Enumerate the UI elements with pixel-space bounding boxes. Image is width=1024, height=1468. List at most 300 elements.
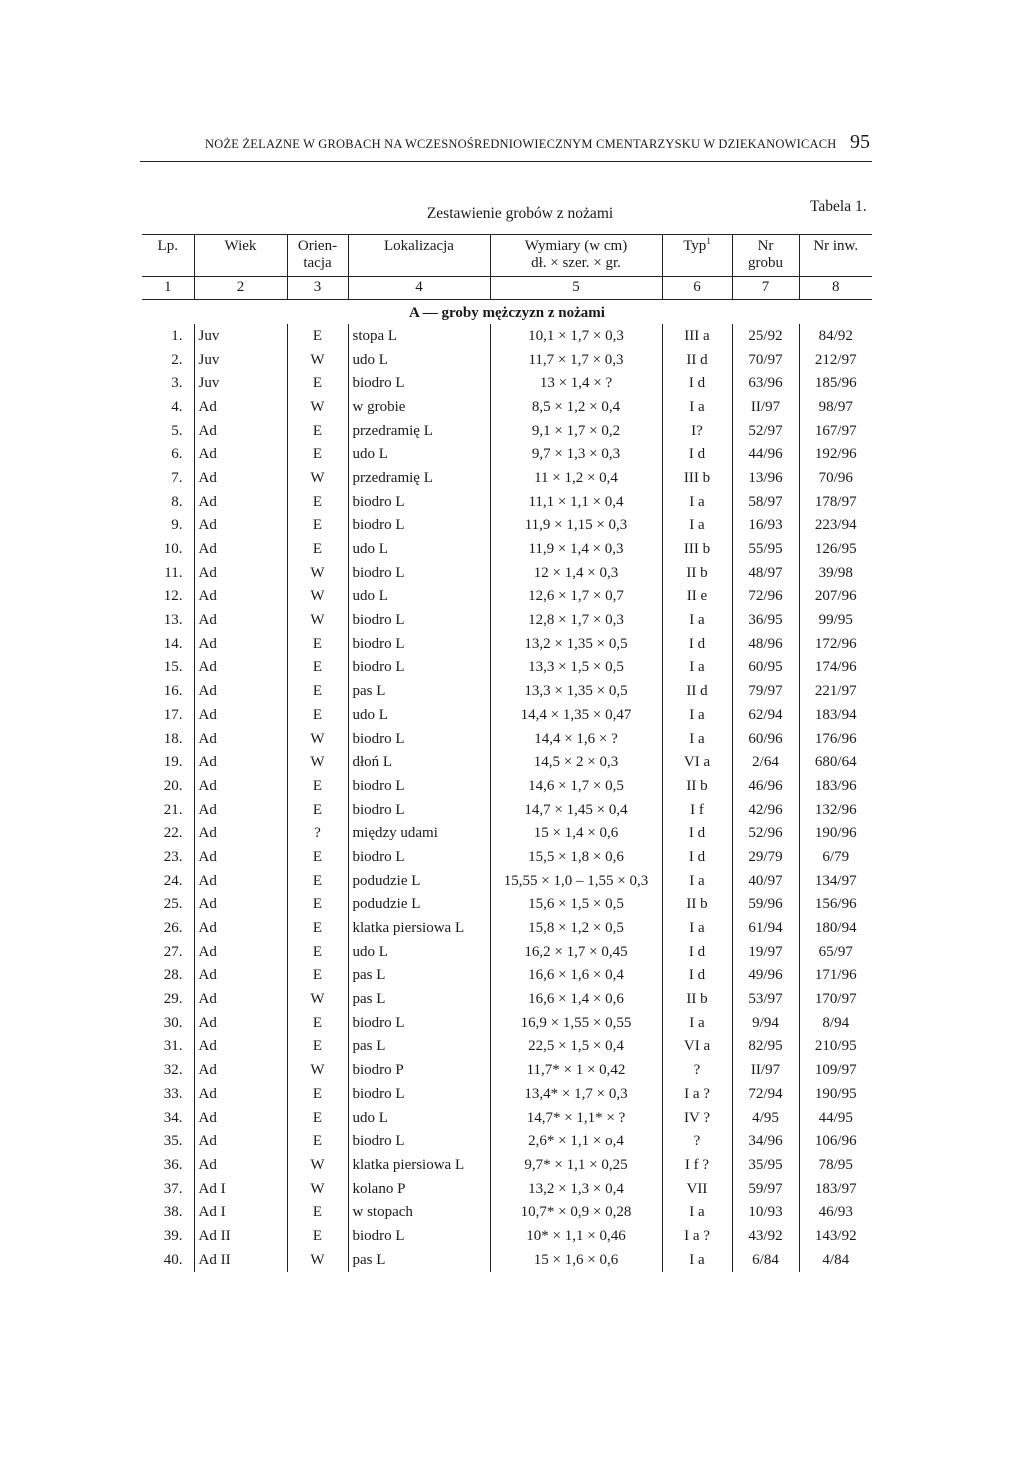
cell-wiek: Ad: [194, 727, 287, 751]
table-title-wrap: [0, 205, 1024, 223]
cell-orientacja: E: [287, 869, 348, 893]
cell-wymiary: 10,7* × 0,9 × 0,28: [490, 1200, 662, 1224]
cell-typ: I d: [662, 940, 732, 964]
table-row: [142, 442, 872, 466]
cell-orientacja: W: [287, 466, 348, 490]
cell-wymiary: 13,2 × 1,3 × 0,4: [490, 1177, 662, 1201]
cell-wiek: Ad II: [194, 1224, 287, 1248]
cell-wymiary: 14,4 × 1,6 × ?: [490, 727, 662, 751]
cell-typ: I a ?: [662, 1224, 732, 1248]
cell-lp: 27.: [163, 943, 183, 960]
cell-wymiary: 9,7 × 1,3 × 0,3: [490, 442, 662, 466]
col-header-typ: Typ$^1$: [662, 235, 732, 277]
table-row: [142, 656, 872, 680]
cell-nr-grobu: 9/94: [732, 1011, 799, 1035]
cell-wiek: Ad: [194, 632, 287, 656]
cell-typ: I a: [662, 514, 732, 538]
cell-nr-grobu: 53/97: [732, 987, 799, 1011]
cell-orientacja: W: [287, 348, 348, 372]
cell-lokalizacja: biodro L: [348, 514, 490, 538]
cell-nr-grobu: 46/96: [732, 774, 799, 798]
cell-wymiary: 16,6 × 1,6 × 0,4: [490, 964, 662, 988]
cell-nr-grobu: 36/95: [732, 608, 799, 632]
cell-nr-grobu: 13/96: [732, 466, 799, 490]
cell-lp: 22.: [163, 825, 183, 842]
cell-wiek: Ad II: [194, 1248, 287, 1272]
cell-typ: I a: [662, 656, 732, 680]
cell-lp: 29.: [163, 991, 183, 1008]
cell-orientacja: W: [287, 585, 348, 609]
cell-wiek: Ad: [194, 466, 287, 490]
table-row: [142, 1200, 872, 1224]
cell-wymiary: 12,6 × 1,7 × 0,7: [490, 585, 662, 609]
cell-orientacja: E: [287, 442, 348, 466]
cell-orientacja: E: [287, 1082, 348, 1106]
cell-orientacja: E: [287, 964, 348, 988]
cell-orientacja: W: [287, 987, 348, 1011]
col-header-nr-grobu: Nr grobu: [732, 235, 799, 277]
cell-orientacja: W: [287, 561, 348, 585]
cell-nr-inw: 44/95: [799, 1106, 872, 1130]
cell-wymiary: 13,3 × 1,35 × 0,5: [490, 679, 662, 703]
cell-lp: 14.: [163, 635, 183, 652]
cell-wiek: Juv: [194, 371, 287, 395]
table-row: [142, 940, 872, 964]
header-row: [142, 235, 872, 277]
cell-lp: 6.: [171, 446, 183, 463]
cell-nr-inw: 185/96: [799, 371, 872, 395]
cell-orientacja: W: [287, 1153, 348, 1177]
cell-typ: II d: [662, 348, 732, 372]
col-number: 5: [490, 277, 662, 300]
cell-nr-grobu: II/97: [732, 395, 799, 419]
cell-wymiary: 10,1 × 1,7 × 0,3: [490, 324, 662, 348]
col-header-orientacja: Orien- tacja: [287, 235, 348, 277]
table-row: [142, 987, 872, 1011]
cell-wymiary: 11 × 1,2 × 0,4: [490, 466, 662, 490]
cell-wiek: Ad: [194, 490, 287, 514]
cell-nr-grobu: 40/97: [732, 869, 799, 893]
cell-wymiary: 9,1 × 1,7 × 0,2: [490, 419, 662, 443]
cell-lp: 2.: [171, 351, 183, 368]
cell-wiek: Ad: [194, 1058, 287, 1082]
cell-nr-grobu: 16/93: [732, 514, 799, 538]
table-row: [142, 1082, 872, 1106]
cell-orientacja: W: [287, 1177, 348, 1201]
cell-lokalizacja: biodro L: [348, 371, 490, 395]
cell-orientacja: E: [287, 1106, 348, 1130]
cell-nr-inw: 178/97: [799, 490, 872, 514]
cell-typ: II b: [662, 987, 732, 1011]
cell-typ: I a ?: [662, 1082, 732, 1106]
cell-nr-grobu: II/97: [732, 1058, 799, 1082]
cell-lokalizacja: biodro L: [348, 1011, 490, 1035]
cell-lokalizacja: udo L: [348, 1106, 490, 1130]
table-row: [142, 1106, 872, 1130]
cell-wiek: Ad: [194, 395, 287, 419]
cell-typ: IV ?: [662, 1106, 732, 1130]
cell-lp: 40.: [163, 1251, 183, 1268]
cell-typ: I a: [662, 869, 732, 893]
cell-lp: 13.: [163, 612, 183, 629]
cell-typ: II b: [662, 774, 732, 798]
col-header-nr-inw: Nr inw.: [799, 235, 872, 277]
cell-typ: VI a: [662, 750, 732, 774]
cell-lp: 26.: [163, 920, 183, 937]
table-body: [142, 300, 872, 1272]
cell-lokalizacja: przedramię L: [348, 419, 490, 443]
cell-nr-inw: 143/92: [799, 1224, 872, 1248]
cell-nr-inw: 106/96: [799, 1129, 872, 1153]
cell-lokalizacja: biodro L: [348, 608, 490, 632]
cell-lokalizacja: udo L: [348, 940, 490, 964]
cell-wymiary: 11,1 × 1,1 × 0,4: [490, 490, 662, 514]
running-header: NOŻE ŻELAZNE W GROBACH NA WCZESNOŚREDNIOWIECZNYM CMENTARZYSKU W DZIEKANOWICACH: [205, 137, 837, 151]
cell-nr-inw: 183/94: [799, 703, 872, 727]
cell-wymiary: 15,8 × 1,2 × 0,5: [490, 916, 662, 940]
cell-nr-inw: 84/92: [799, 324, 872, 348]
cell-nr-inw: 223/94: [799, 514, 872, 538]
table-row: [142, 608, 872, 632]
cell-wiek: Ad: [194, 1129, 287, 1153]
cell-nr-grobu: 70/97: [732, 348, 799, 372]
cell-wymiary: 16,6 × 1,4 × 0,6: [490, 987, 662, 1011]
cell-lokalizacja: dłoń L: [348, 750, 490, 774]
cell-orientacja: E: [287, 940, 348, 964]
cell-wiek: Juv: [194, 348, 287, 372]
cell-lokalizacja: udo L: [348, 585, 490, 609]
cell-wymiary: 14,4 × 1,35 × 0,47: [490, 703, 662, 727]
cell-nr-grobu: 59/96: [732, 893, 799, 917]
section-title: A — groby mężczyzn z nożami: [409, 304, 605, 321]
cell-nr-grobu: 72/96: [732, 585, 799, 609]
cell-lokalizacja: przedramię L: [348, 466, 490, 490]
cell-nr-inw: 221/97: [799, 679, 872, 703]
cell-lp: 12.: [163, 588, 183, 605]
table-title: Zestawienie grobów z nożami: [426, 205, 614, 222]
cell-nr-grobu: 72/94: [732, 1082, 799, 1106]
cell-orientacja: E: [287, 845, 348, 869]
table-row: [142, 419, 872, 443]
table-row: [142, 964, 872, 988]
cell-orientacja: E: [287, 916, 348, 940]
table-row: [142, 561, 872, 585]
cell-nr-grobu: 42/96: [732, 798, 799, 822]
cell-nr-inw: 134/97: [799, 869, 872, 893]
cell-lp: 20.: [163, 777, 183, 794]
cell-wiek: Ad: [194, 750, 287, 774]
cell-lp: 32.: [163, 1062, 183, 1079]
cell-nr-grobu: 48/96: [732, 632, 799, 656]
table-row: [142, 1248, 872, 1272]
cell-lokalizacja: biodro L: [348, 1129, 490, 1153]
cell-wymiary: 11,7* × 1 × 0,42: [490, 1058, 662, 1082]
table-row: [142, 703, 872, 727]
table-row: [142, 395, 872, 419]
cell-typ: I a: [662, 1011, 732, 1035]
cell-wiek: Ad: [194, 537, 287, 561]
cell-nr-grobu: 79/97: [732, 679, 799, 703]
table-row: [142, 774, 872, 798]
cell-nr-inw: 65/97: [799, 940, 872, 964]
cell-lokalizacja: biodro L: [348, 1082, 490, 1106]
cell-wymiary: 10* × 1,1 × 0,46: [490, 1224, 662, 1248]
cell-wymiary: 13,4* × 1,7 × 0,3: [490, 1082, 662, 1106]
cell-orientacja: ?: [287, 821, 348, 845]
cell-lp: 5.: [171, 422, 183, 439]
col-header-lokalizacja: Lokalizacja: [348, 235, 490, 277]
table-row: [142, 1058, 872, 1082]
cell-lokalizacja: w stopach: [348, 1200, 490, 1224]
cell-wiek: Ad: [194, 987, 287, 1011]
cell-typ: I?: [662, 419, 732, 443]
cell-nr-grobu: 19/97: [732, 940, 799, 964]
cell-lp: 19.: [163, 754, 183, 771]
cell-typ: I a: [662, 490, 732, 514]
cell-orientacja: E: [287, 371, 348, 395]
cell-nr-grobu: 43/92: [732, 1224, 799, 1248]
cell-lokalizacja: udo L: [348, 442, 490, 466]
cell-orientacja: E: [287, 1011, 348, 1035]
table-row: [142, 1035, 872, 1059]
cell-orientacja: W: [287, 1058, 348, 1082]
cell-typ: I d: [662, 632, 732, 656]
cell-wiek: Ad: [194, 679, 287, 703]
cell-typ: ?: [662, 1129, 732, 1153]
cell-nr-grobu: 52/96: [732, 821, 799, 845]
table-row: [142, 537, 872, 561]
section-heading-row: [142, 300, 872, 325]
cell-nr-inw: 170/97: [799, 987, 872, 1011]
cell-orientacja: E: [287, 514, 348, 538]
cell-wiek: Ad: [194, 1153, 287, 1177]
cell-lokalizacja: udo L: [348, 348, 490, 372]
cell-lp: 11.: [164, 564, 183, 581]
cell-wymiary: 14,7 × 1,45 × 0,4: [490, 798, 662, 822]
table-row: [142, 916, 872, 940]
table-row: [142, 1153, 872, 1177]
cell-nr-inw: 171/96: [799, 964, 872, 988]
cell-nr-inw: 70/96: [799, 466, 872, 490]
cell-orientacja: E: [287, 656, 348, 680]
cell-orientacja: E: [287, 1224, 348, 1248]
cell-lokalizacja: biodro L: [348, 798, 490, 822]
cell-orientacja: W: [287, 395, 348, 419]
cell-lp: 34.: [163, 1109, 183, 1126]
cell-wymiary: 15,6 × 1,5 × 0,5: [490, 893, 662, 917]
cell-orientacja: E: [287, 324, 348, 348]
table-row: [142, 371, 872, 395]
cell-wymiary: 11,9 × 1,15 × 0,3: [490, 514, 662, 538]
cell-lp: 15.: [163, 659, 183, 676]
cell-lokalizacja: udo L: [348, 537, 490, 561]
cell-nr-grobu: 10/93: [732, 1200, 799, 1224]
cell-nr-inw: 174/96: [799, 656, 872, 680]
table-row: [142, 324, 872, 348]
cell-nr-grobu: 58/97: [732, 490, 799, 514]
col-number: 7: [732, 277, 799, 300]
cell-typ: I a: [662, 703, 732, 727]
cell-typ: I d: [662, 442, 732, 466]
cell-lp: 25.: [163, 896, 183, 913]
column-number-row: [142, 277, 872, 300]
table-row: [142, 348, 872, 372]
cell-orientacja: E: [287, 419, 348, 443]
cell-nr-inw: 180/94: [799, 916, 872, 940]
cell-nr-grobu: 52/97: [732, 419, 799, 443]
cell-wymiary: 15,5 × 1,8 × 0,6: [490, 845, 662, 869]
cell-lp: 39.: [163, 1227, 183, 1244]
cell-lp: 37.: [163, 1180, 183, 1197]
table-row: [142, 821, 872, 845]
cell-typ: II b: [662, 893, 732, 917]
cell-wiek: Ad I: [194, 1177, 287, 1201]
cell-orientacja: E: [287, 774, 348, 798]
cell-wiek: Ad: [194, 585, 287, 609]
cell-nr-grobu: 44/96: [732, 442, 799, 466]
cell-lp: 3.: [171, 375, 183, 392]
cell-nr-grobu: 2/64: [732, 750, 799, 774]
page-number: 95: [850, 131, 870, 153]
cell-wiek: Ad: [194, 1011, 287, 1035]
table-row: [142, 632, 872, 656]
cell-lp: 35.: [163, 1133, 183, 1150]
cell-orientacja: E: [287, 1200, 348, 1224]
table-row: [142, 869, 872, 893]
cell-wiek: Ad: [194, 1106, 287, 1130]
cell-typ: VII: [662, 1177, 732, 1201]
cell-orientacja: E: [287, 679, 348, 703]
cell-wiek: Ad: [194, 821, 287, 845]
cell-nr-inw: 183/97: [799, 1177, 872, 1201]
cell-typ: I a: [662, 727, 732, 751]
cell-wymiary: 11,9 × 1,4 × 0,3: [490, 537, 662, 561]
cell-nr-inw: 176/96: [799, 727, 872, 751]
cell-nr-inw: 8/94: [799, 1011, 872, 1035]
cell-typ: I f: [662, 798, 732, 822]
cell-lp: 1.: [171, 327, 183, 344]
cell-nr-inw: 6/79: [799, 845, 872, 869]
cell-wiek: Ad: [194, 514, 287, 538]
cell-wiek: Ad: [194, 845, 287, 869]
cell-lokalizacja: biodro L: [348, 490, 490, 514]
cell-nr-inw: 207/96: [799, 585, 872, 609]
cell-typ: I a: [662, 608, 732, 632]
cell-lp: 9.: [171, 517, 183, 534]
cell-nr-inw: 190/95: [799, 1082, 872, 1106]
cell-typ: I a: [662, 916, 732, 940]
cell-lp: 30.: [163, 1014, 183, 1031]
cell-nr-inw: 192/96: [799, 442, 872, 466]
cell-nr-grobu: 6/84: [732, 1248, 799, 1272]
table-row: [142, 798, 872, 822]
cell-lp: 28.: [163, 967, 183, 984]
cell-lokalizacja: biodro L: [348, 561, 490, 585]
cell-nr-inw: 109/97: [799, 1058, 872, 1082]
cell-lokalizacja: w grobie: [348, 395, 490, 419]
cell-wiek: Ad: [194, 964, 287, 988]
cell-wiek: Ad: [194, 608, 287, 632]
cell-wymiary: 13,3 × 1,5 × 0,5: [490, 656, 662, 680]
cell-orientacja: W: [287, 727, 348, 751]
table-label: Tabela 1.: [810, 198, 867, 215]
cell-wymiary: 22,5 × 1,5 × 0,4: [490, 1035, 662, 1059]
cell-typ: ?: [662, 1058, 732, 1082]
cell-wymiary: 9,7* × 1,1 × 0,25: [490, 1153, 662, 1177]
col-header-wymiary: Wymiary (w cm) dł. × szer. × gr.: [490, 235, 662, 277]
cell-typ: I d: [662, 821, 732, 845]
table-row: [142, 893, 872, 917]
cell-typ: VI a: [662, 1035, 732, 1059]
table-row: [142, 1224, 872, 1248]
cell-nr-grobu: 4/95: [732, 1106, 799, 1130]
col-number: 6: [662, 277, 732, 300]
cell-nr-grobu: 61/94: [732, 916, 799, 940]
cell-lokalizacja: pas L: [348, 1035, 490, 1059]
cell-wiek: Ad: [194, 561, 287, 585]
cell-nr-inw: 99/95: [799, 608, 872, 632]
cell-nr-inw: 172/96: [799, 632, 872, 656]
col-number: 8: [799, 277, 872, 300]
cell-lokalizacja: biodro L: [348, 656, 490, 680]
cell-lokalizacja: udo L: [348, 703, 490, 727]
cell-wymiary: 16,2 × 1,7 × 0,45: [490, 940, 662, 964]
cell-nr-grobu: 59/97: [732, 1177, 799, 1201]
cell-wymiary: 8,5 × 1,2 × 0,4: [490, 395, 662, 419]
cell-lp: 21.: [163, 801, 183, 818]
cell-wiek: Ad: [194, 869, 287, 893]
cell-wiek: Juv: [194, 324, 287, 348]
cell-wiek: Ad: [194, 442, 287, 466]
cell-wymiary: 15 × 1,4 × 0,6: [490, 821, 662, 845]
cell-lokalizacja: biodro L: [348, 845, 490, 869]
cell-lp: 4.: [171, 398, 183, 415]
table-row: [142, 727, 872, 751]
cell-nr-inw: 132/96: [799, 798, 872, 822]
cell-lokalizacja: pas L: [348, 964, 490, 988]
cell-wiek: Ad: [194, 916, 287, 940]
cell-nr-inw: 680/64: [799, 750, 872, 774]
cell-wiek: Ad: [194, 656, 287, 680]
cell-nr-grobu: 82/95: [732, 1035, 799, 1059]
table-row: [142, 750, 872, 774]
cell-wiek: Ad: [194, 1035, 287, 1059]
cell-wiek: Ad: [194, 1082, 287, 1106]
cell-typ: II e: [662, 585, 732, 609]
table-row: [142, 490, 872, 514]
running-header-bar: [140, 133, 872, 162]
table-row: [142, 514, 872, 538]
cell-lokalizacja: klatka piersiowa L: [348, 916, 490, 940]
cell-wymiary: 13 × 1,4 × ?: [490, 371, 662, 395]
table-row: [142, 585, 872, 609]
col-number: 3: [287, 277, 348, 300]
cell-nr-grobu: 62/94: [732, 703, 799, 727]
cell-nr-grobu: 49/96: [732, 964, 799, 988]
table-row: [142, 1011, 872, 1035]
cell-lokalizacja: stopa L: [348, 324, 490, 348]
cell-lokalizacja: biodro L: [348, 632, 490, 656]
cell-wiek: Ad: [194, 940, 287, 964]
table-row: [142, 679, 872, 703]
cell-typ: III b: [662, 466, 732, 490]
cell-orientacja: W: [287, 1248, 348, 1272]
cell-wiek: Ad I: [194, 1200, 287, 1224]
cell-nr-inw: 212/97: [799, 348, 872, 372]
cell-nr-inw: 46/93: [799, 1200, 872, 1224]
cell-nr-inw: 39/98: [799, 561, 872, 585]
cell-nr-inw: 156/96: [799, 893, 872, 917]
